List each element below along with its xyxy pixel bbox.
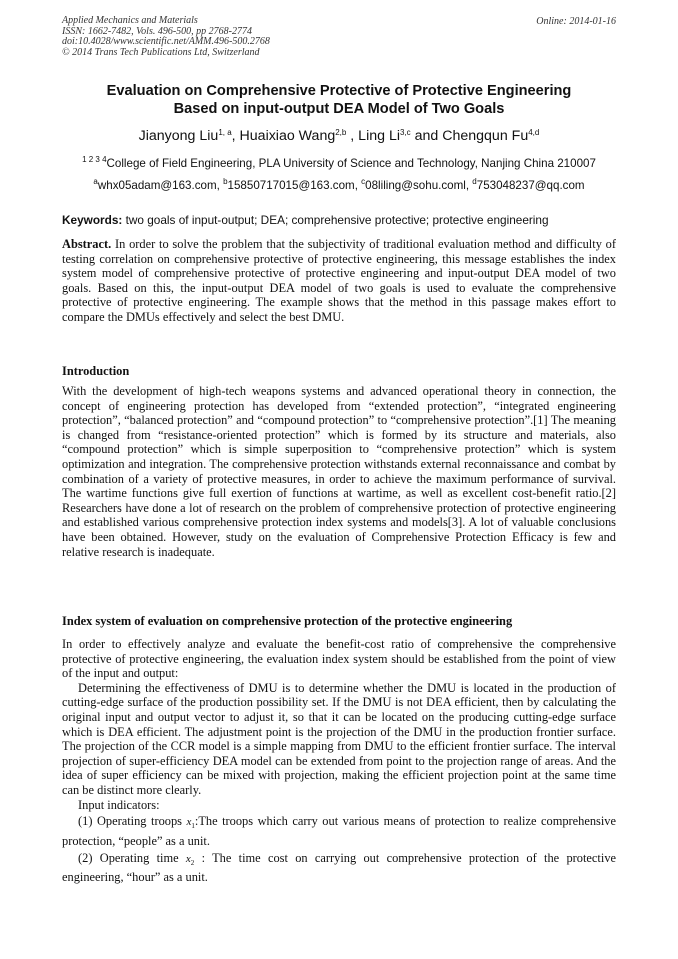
affiliation: [62, 157, 616, 171]
online-date: Online: 2014-01-16: [536, 16, 616, 27]
abstract-text: In order to solve the problem that the subjectivity of traditional evaluation method and difficulty of testing correlation on comprehensive protective of protective engineering, this message establishes the index system model of comprehensive protective of protective engineering and input-output DEA model of two goals. Based on this, the input-output DEA model of two goals is used to evaluate the comprehensive protective of protective engineering. The example shows that the method in this passage makes effort to compare the DMUs effectively and select the best DMU.: [62, 237, 616, 324]
email-d[interactable]: 753048237@qq.com: [476, 179, 585, 192]
paper-title: [62, 82, 616, 118]
index-section: [62, 637, 616, 885]
author-4-sup: 4,d: [528, 128, 540, 137]
author-1-sup: 1, a: [218, 128, 232, 137]
variable-x1: [186, 816, 195, 831]
index-heading: Index system of evaluation on comprehensive protection of the protective engineering: [62, 614, 513, 628]
author-list: [62, 127, 616, 145]
author-4: and Chengqun Fu: [410, 128, 529, 144]
item-1-prefix: (1) Operating troops: [78, 814, 187, 829]
indicator-item-2: [62, 851, 616, 885]
x1-symbol: x: [186, 816, 192, 829]
input-indicators-label: Input indicators:: [78, 797, 160, 812]
email-list: [62, 179, 616, 193]
keywords-label: Keywords:: [62, 213, 123, 227]
email-b[interactable]: 15850717015@163.com,: [227, 179, 362, 192]
author-2-sup: 2,b: [335, 128, 347, 137]
item-2-text: : The time cost on carrying out comprehensive protection of the protective engineering, “hour” as a unit.: [62, 850, 617, 885]
abstract-label: Abstract.: [62, 237, 112, 251]
author-1: Jianyong Liu: [138, 128, 219, 144]
email-a-mark: a: [93, 177, 98, 186]
x1-subscript: 1: [191, 822, 195, 831]
title-line-1: Evaluation on Comprehensive Protective of Protective Engineering: [106, 83, 572, 99]
author-2: , Huaixiao Wang: [231, 128, 336, 144]
journal-header: [62, 16, 270, 58]
email-b-mark: b: [223, 177, 228, 186]
email-c[interactable]: 08liling@sohu.coml,: [365, 179, 473, 192]
index-paragraph-1: In order to effectively analyze and evaluate the benefit-cost ratio of comprehensive the comprehensive protective of protective engineering, the evaluation index system should be established from the point of view of the input and output:: [62, 637, 616, 681]
abstract: [62, 237, 616, 325]
copyright-line: © 2014 Trans Tech Publications Ltd, Switzerland: [62, 46, 260, 58]
item-1-text: :The troops which carry out various means of protection to realize comprehensive protection, “people” as a unit.: [62, 814, 616, 848]
keywords: [62, 213, 616, 227]
indicator-item-1: [62, 814, 616, 848]
intro-text: With the development of high-tech weapons systems and advanced operational theory in connection, the concept of engineering protection has developed from “extended protection”, “integrated engineering protection”, “balanced protection” and “compound protection” to “comprehensive protection”.[1] The meaning is changed from “resistance-oriented protection” which is formed by its structure and materials, also “compound protection” which is simple superposition to “comprehensive protection” which is system optimization and integration. The comprehensive protection withstands external reconnaissance and combat by combination of a variety of protective measures, in order to achieve the maximum performance of survival. The wartime functions give full exertion of functions at wartime, as well as excellent cost-benefit ratio.[2] Researchers have done a lot of research on the problem of comprehensive protection of protective engineering and established various comprehensive protection index systems and models[3]. A lot of valuable conclusions have been obtained. However, study on the evaluation of Comprehensive Protection Efficacy is few and relative research is inadequate.: [62, 384, 616, 559]
intro-heading: Introduction: [62, 364, 130, 378]
journal-name: Applied Mechanics and Materials: [62, 15, 198, 26]
intro-paragraph: [62, 384, 616, 559]
x2-symbol: x: [185, 852, 191, 865]
x2-subscript: 2: [190, 858, 195, 867]
affiliation-marks: 1 2 3 4: [82, 155, 107, 164]
email-a[interactable]: whx05adam@163.com,: [97, 179, 224, 192]
email-d-mark: d: [472, 177, 477, 186]
title-line-2: Based on input-output DEA Model of Two Goals: [173, 101, 505, 117]
affiliation-text: College of Field Engineering, PLA University of Science and Technology, Nanjing China 210007: [106, 157, 596, 170]
issn-line: ISSN: 1662-7482, Vols. 496-500, pp 2768-2774: [62, 25, 252, 37]
item-2-prefix: (2) Operating time: [78, 850, 186, 865]
author-3: , Ling Li: [346, 128, 400, 144]
author-3-sup: 3,c: [400, 128, 411, 137]
keywords-text: two goals of input-output; DEA; comprehensive protective; protective engineering: [122, 213, 549, 227]
email-c-mark: c: [361, 177, 366, 186]
doi-line: doi:10.4028/www.scientific.net/AMM.496-500.2768: [62, 36, 270, 47]
index-paragraph-2: Determining the effectiveness of DMU is to determine whether the DMU is located in the production of cutting-edge surface of the production possibility set. If the DMU is not DEA efficient, then by calculating the original input and output vector to adjust it, so that it can be located on the producing cutting-edge surface which is DEA efficient. The adjustment point is the projection of the DMU in the production frontier surface. The projection of the CCR model is a simple mapping from DMU to the efficient frontier surface. The interval projection of super-efficiency DEA model can be extended from point to the projection range of areas. And the idea of super efficiency can be mixed with projection, making the efficient projection point at the same time can be distinct more clearly.: [62, 680, 616, 797]
